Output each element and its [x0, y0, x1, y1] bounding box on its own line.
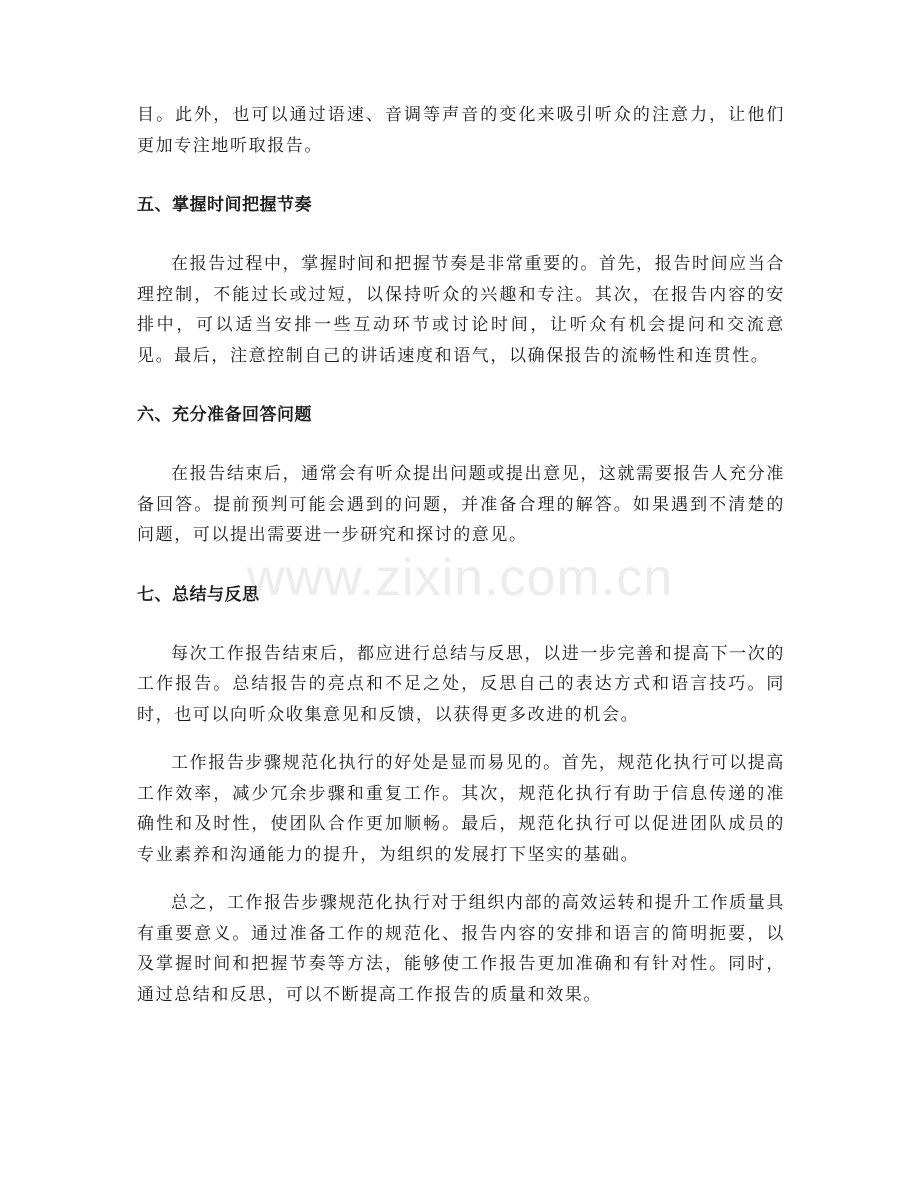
section-heading-6: 六、充分准备回答问题: [137, 405, 312, 425]
document-body: [137, 100, 785, 1010]
paragraph-continued-intro: 目。此外，也可以通过语速、音调等声音的变化来吸引听众的注意力，让他们更加专注地听取报告。: [137, 105, 785, 156]
paragraph-conclusion: 总之，工作报告步骤规范化执行对于组织内部的高效运转和提升工作质量具有重要意义。通过准备工作的规范化、报告内容的安排和语言的简明扼要，以及掌握时间和把握节奏等方法，能够使工作报告更加准确和有针对性。同时，通过总结和反思，可以不断提高工作报告的质量和效果。: [137, 893, 785, 1005]
paragraph-section-6: 在报告结束后，通常会有听众提出问题或提出意见，这就需要报告人充分准备回答。提前预判可能会遇到的问题，并准备合理的解答。如果遇到不清楚的问题，可以提出需要进一步研究和探讨的意见。: [137, 464, 785, 545]
paragraph-section-7: 每次工作报告结束后，都应进行总结与反思，以进一步完善和提高下一次的工作报告。总结报告的亮点和不足之处，反思自己的表达方式和语言技巧。同时，也可以向听众收集意见和反馈，以获得更多改进的机会。: [137, 643, 785, 725]
watermark: www.zixin.com.cn: [246, 549, 674, 607]
section-heading-7: 七、总结与反思: [137, 584, 260, 605]
paragraph-benefits: 工作报告步骤规范化执行的好处是显而易见的。首先，规范化执行可以提高工作效率，减少冗余步骤和重复工作。其次，规范化执行有助于信息传递的准确性和及时性，使团队合作更加顺畅。最后，规范化执行可以促进团队成员的专业素养和沟通能力的提升，为组织的发展打下坚实的基础。: [137, 753, 785, 865]
paragraph-section-5: 在报告过程中，掌握时间和把握节奏是非常重要的。首先，报告时间应当合理控制，不能过长或过短，以保持听众的兴趣和专注。其次，在报告内容的安排中，可以适当安排一些互动环节或讨论时间，让听众有机会提问和交流意见。最后，注意控制自己的讲话速度和语气，以确保报告的流畅性和连贯性。: [137, 254, 785, 366]
section-heading-5: 五、掌握时间把握节奏: [137, 195, 312, 215]
